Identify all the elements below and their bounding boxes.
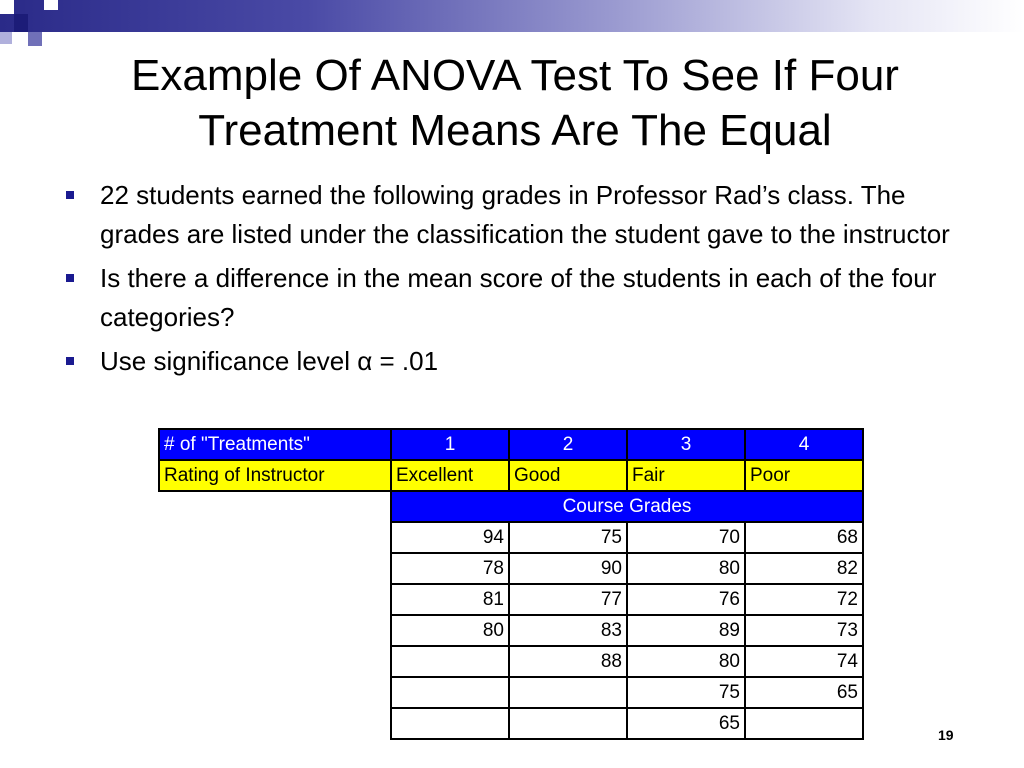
empty-cell — [159, 522, 391, 553]
grade-cell: 80 — [391, 615, 509, 646]
grade-cell: 89 — [627, 615, 745, 646]
grade-cell — [509, 708, 627, 739]
grade-cell: 70 — [627, 522, 745, 553]
grade-cell — [745, 708, 863, 739]
grade-cell — [391, 646, 509, 677]
bullet-text: 22 students earned the following grades in Professor Rad’s class. The grades are listed under the classification the student gave to the instructor — [100, 180, 950, 249]
grade-row — [159, 553, 863, 584]
decorative-square — [44, 0, 58, 10]
grade-cell: 77 — [509, 584, 627, 615]
empty-cell — [159, 646, 391, 677]
grade-cell: 76 — [627, 584, 745, 615]
grade-cell: 73 — [745, 615, 863, 646]
rating-good: Good — [509, 460, 627, 491]
treatments-row — [159, 429, 863, 460]
grade-cell: 80 — [627, 646, 745, 677]
square-bullet-icon — [66, 191, 74, 199]
decorative-square — [14, 14, 28, 32]
empty-cell — [159, 584, 391, 615]
rating-row — [159, 460, 863, 491]
rating-poor: Poor — [745, 460, 863, 491]
grade-cell: 78 — [391, 553, 509, 584]
empty-cell — [159, 708, 391, 739]
treatment-1: 1 — [391, 429, 509, 460]
empty-cell — [159, 491, 391, 522]
square-bullet-icon — [66, 274, 74, 282]
rating-fair: Fair — [627, 460, 745, 491]
square-bullet-icon — [66, 357, 74, 365]
grade-row — [159, 677, 863, 708]
rating-excellent: Excellent — [391, 460, 509, 491]
rating-label: Rating of Instructor — [159, 460, 391, 491]
grade-cell — [391, 708, 509, 739]
empty-cell — [159, 553, 391, 584]
grade-cell: 75 — [627, 677, 745, 708]
grades-header-row — [159, 491, 863, 522]
grade-cell — [391, 677, 509, 708]
grades-table — [158, 428, 864, 740]
treatment-4: 4 — [745, 429, 863, 460]
decorative-header-bar — [0, 0, 1024, 32]
grade-cell — [509, 677, 627, 708]
grade-cell: 75 — [509, 522, 627, 553]
bullet-text: Use significance level α = .01 — [100, 346, 439, 376]
decorative-square — [28, 32, 42, 46]
decorative-square — [0, 32, 12, 44]
grade-cell: 80 — [627, 553, 745, 584]
empty-cell — [159, 677, 391, 708]
bullet-list — [62, 176, 972, 386]
grade-row — [159, 646, 863, 677]
grade-cell: 68 — [745, 522, 863, 553]
decorative-square — [0, 0, 14, 14]
bullet-item — [62, 342, 972, 381]
course-grades-header: Course Grades — [391, 491, 863, 522]
grade-row — [159, 522, 863, 553]
grade-cell: 88 — [509, 646, 627, 677]
grade-cell: 65 — [627, 708, 745, 739]
slide-number: 19 — [938, 727, 954, 743]
grade-row — [159, 584, 863, 615]
grade-row — [159, 708, 863, 739]
bullet-item — [62, 176, 972, 254]
treatment-2: 2 — [509, 429, 627, 460]
bullet-item — [62, 259, 972, 337]
treatment-3: 3 — [627, 429, 745, 460]
grade-cell: 81 — [391, 584, 509, 615]
grade-cell: 65 — [745, 677, 863, 708]
grade-cell: 90 — [509, 553, 627, 584]
bullet-text: Is there a difference in the mean score of the students in each of the four categories? — [100, 263, 937, 332]
grade-cell: 83 — [509, 615, 627, 646]
grade-cell: 72 — [745, 584, 863, 615]
slide-title: Example Of ANOVA Test To See If Four Treatment Means Are The Equal — [131, 51, 899, 155]
grade-row — [159, 615, 863, 646]
treatments-label: # of "Treatments" — [159, 429, 391, 460]
grade-cell: 94 — [391, 522, 509, 553]
grade-cell: 82 — [745, 553, 863, 584]
grade-cell: 74 — [745, 646, 863, 677]
empty-cell — [159, 615, 391, 646]
